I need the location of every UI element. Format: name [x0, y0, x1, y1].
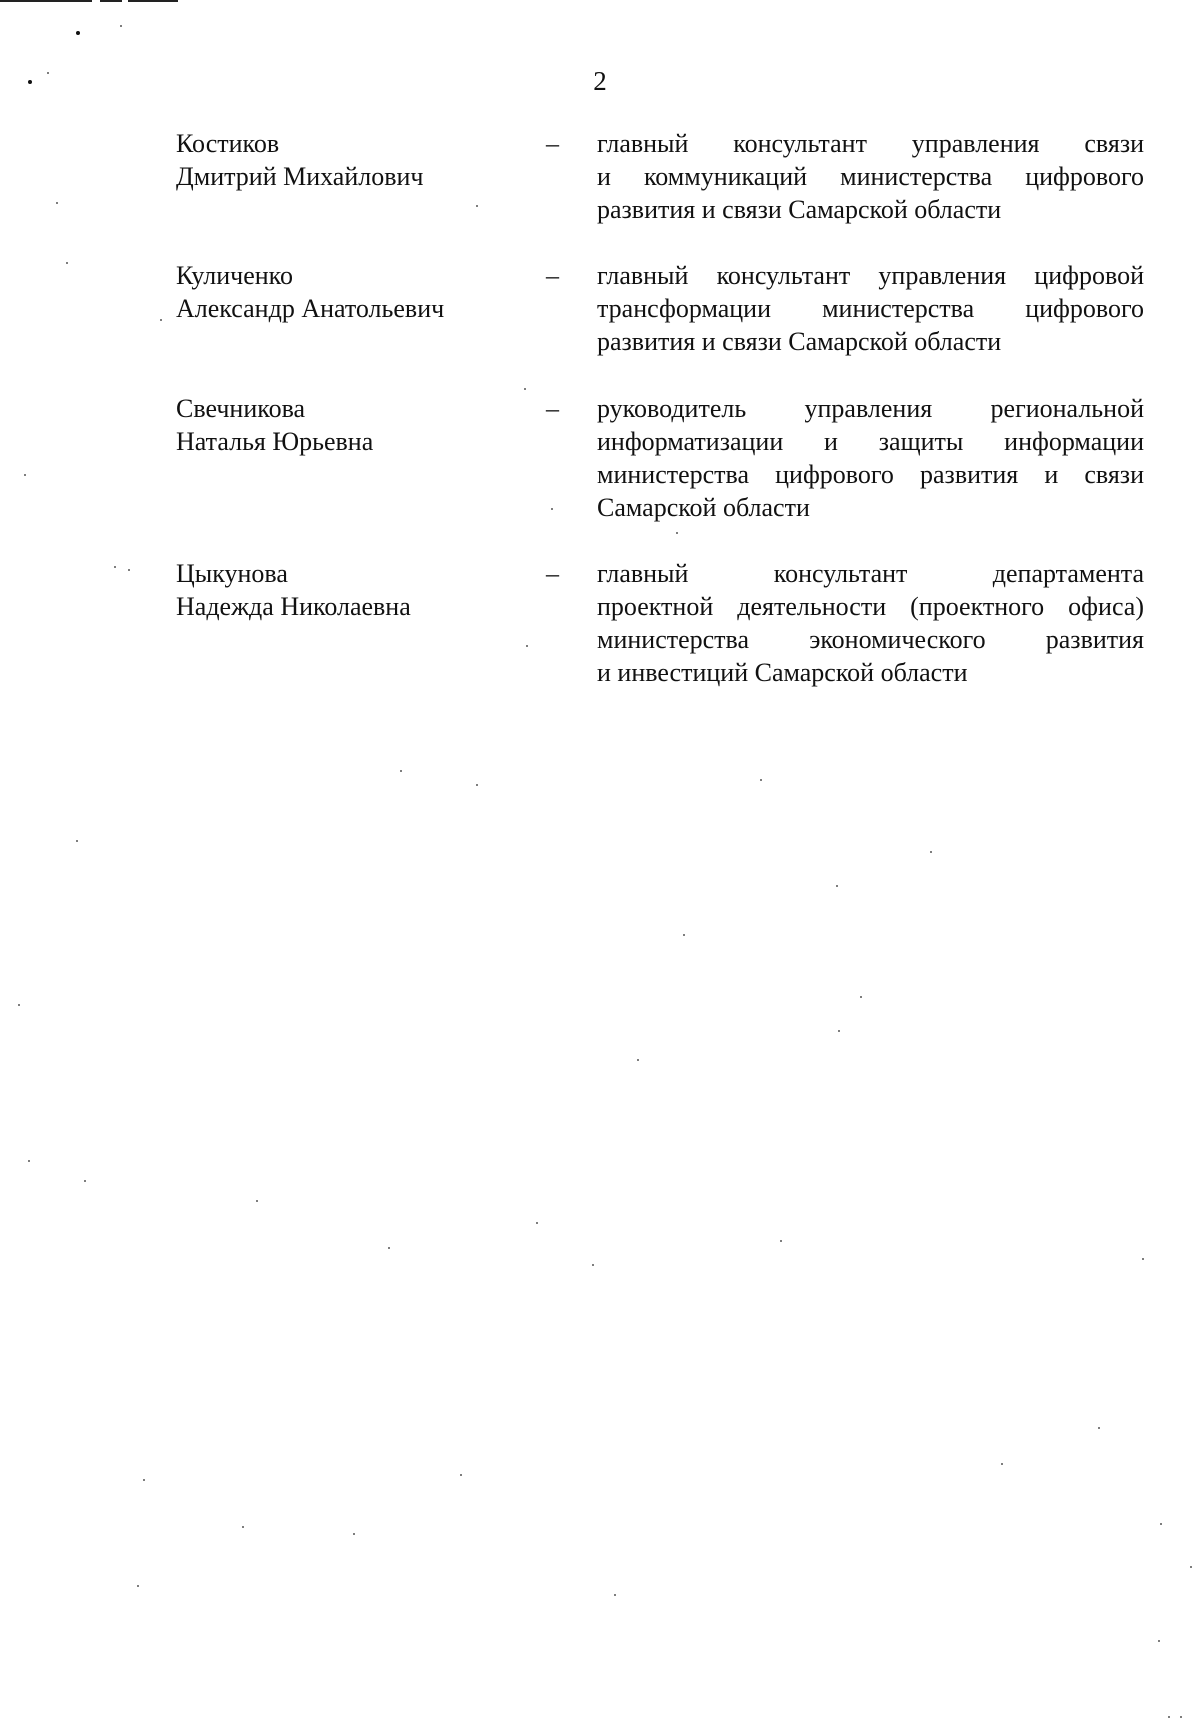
scan-speck [1098, 1427, 1100, 1429]
scan-speck [28, 80, 32, 84]
scan-speck [24, 474, 26, 476]
scan-speck [353, 1533, 355, 1535]
scan-speck [66, 262, 68, 264]
scan-speck [18, 1004, 20, 1006]
scan-speck [614, 1594, 616, 1596]
scan-speck [120, 25, 122, 27]
scan-speck [76, 840, 78, 842]
scan-speck [1142, 1258, 1144, 1260]
member-role [597, 259, 1144, 358]
scan-speck [860, 996, 862, 998]
separator-dash: – [546, 261, 559, 290]
role-line: информатизации и защиты информации [597, 427, 1144, 456]
scan-speck [47, 72, 49, 74]
scan-speck [114, 566, 116, 568]
scan-speck [28, 1160, 30, 1162]
member-given-names: Александр Анатольевич [176, 294, 445, 323]
member-role [597, 557, 1144, 689]
member-name [176, 127, 506, 193]
role-line: главный консультант управления связи [597, 129, 1144, 158]
scan-speck [137, 1585, 139, 1587]
member-role [597, 392, 1144, 524]
scan-speck [1190, 1566, 1192, 1568]
separator-dash: – [546, 129, 559, 158]
member-name [176, 557, 506, 623]
scan-line-segment [128, 0, 178, 2]
page-number: 2 [593, 66, 607, 96]
scan-speck [1001, 1463, 1003, 1465]
role-line: главный консультант управления цифровой [597, 261, 1144, 290]
member-role [597, 127, 1144, 226]
member-given-names: Дмитрий Михайлович [176, 162, 424, 191]
scan-speck [460, 1474, 462, 1476]
scan-speck [400, 770, 402, 772]
scan-speck [760, 779, 762, 781]
scan-line-segment [100, 0, 122, 2]
separator-dash: – [546, 394, 559, 423]
scan-speck [1158, 1640, 1160, 1642]
role-line: руководитель управления региональной [597, 394, 1144, 423]
role-line: и коммуникаций министерства цифрового [597, 162, 1144, 191]
scan-speck [536, 1222, 538, 1224]
separator-dash: – [546, 559, 559, 588]
member-surname: Цыкунова [176, 559, 288, 588]
role-line: и инвестиций Самарской области [597, 658, 968, 687]
role-line: главный консультант департамента [597, 559, 1144, 588]
scan-speck [592, 1264, 594, 1266]
scan-speck [524, 388, 526, 390]
role-line: Самарской области [597, 493, 810, 522]
role-line: трансформации министерства цифрового [597, 294, 1144, 323]
member-given-names: Надежда Николаевна [176, 592, 411, 621]
scan-speck [256, 1200, 258, 1202]
scan-speck [1180, 1716, 1182, 1718]
member-name [176, 259, 506, 325]
role-line: министерства цифрового развития и связи [597, 460, 1144, 489]
scan-speck [930, 851, 932, 853]
scan-speck [76, 31, 80, 35]
scan-speck [1160, 1523, 1162, 1525]
scan-speck [637, 1059, 639, 1061]
scan-speck [838, 1030, 840, 1032]
scan-speck [1168, 1716, 1170, 1718]
member-surname: Свечникова [176, 394, 306, 423]
scan-speck [242, 1526, 244, 1528]
scan-speck [476, 784, 478, 786]
scan-line-segment [0, 0, 92, 2]
scan-speck [683, 934, 685, 936]
scan-speck [836, 885, 838, 887]
scan-speck [128, 569, 130, 571]
member-given-names: Наталья Юрьевна [176, 427, 374, 456]
scan-speck [476, 205, 478, 207]
role-line: развития и связи Самарской области [597, 327, 1002, 356]
scan-speck [526, 645, 528, 647]
role-line: развития и связи Самарской области [597, 195, 1002, 224]
scan-speck [56, 202, 58, 204]
scan-speck [551, 508, 553, 510]
member-surname: Костиков [176, 129, 280, 158]
role-line: проектной деятельности (проектного офиса) [597, 592, 1144, 621]
scan-speck [143, 1479, 145, 1481]
role-line: министерства экономического развития [597, 625, 1144, 654]
scan-speck [388, 1247, 390, 1249]
scan-speck [676, 532, 678, 534]
member-name [176, 392, 506, 458]
member-surname: Куличенко [176, 261, 293, 290]
scan-speck [780, 1240, 782, 1242]
scan-speck [160, 319, 162, 321]
scan-edge-artifact [0, 0, 200, 4]
scan-speck [84, 1180, 86, 1182]
